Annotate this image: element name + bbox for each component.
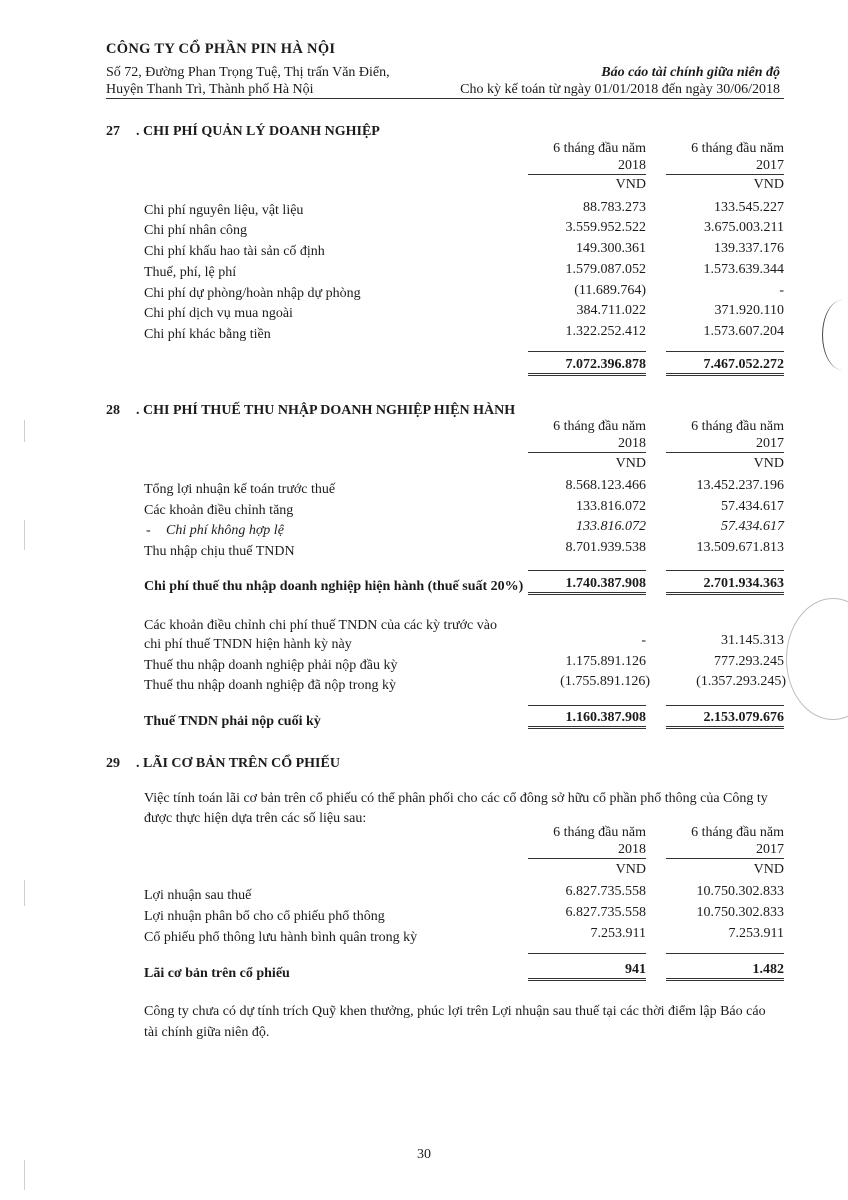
- table-row-label: Thuế thu nhập doanh nghiệp đã nộp trong kỳ: [144, 678, 396, 693]
- scan-edge-mark: [24, 520, 25, 550]
- table-row-value-2018: 6.827.735.558: [565, 884, 646, 899]
- col-2018-currency: VND: [615, 456, 646, 471]
- table-row-label: Các khoản điều chỉnh tăng: [144, 503, 294, 518]
- total-rule: [528, 570, 646, 571]
- col-2017-heading: 6 tháng đầu năm: [691, 141, 784, 156]
- table-row-value-2018: (11.689.764): [574, 283, 646, 298]
- report-title: Báo cáo tài chính giữa niên độ: [601, 65, 780, 80]
- company-seal-stamp: [786, 598, 848, 720]
- section-27-total-2017: 7.467.052.272: [666, 356, 784, 376]
- table-row-label: Cổ phiếu phổ thông lưu hành bình quân trong kỳ: [144, 930, 418, 945]
- table-row-value-2017: 13.509.671.813: [696, 540, 784, 555]
- col-2018-currency: VND: [615, 177, 646, 192]
- adjustment-label-line2: chi phí thuế TNDN hiện hành kỳ này: [144, 637, 352, 652]
- table-row-value-2017: (1.357.293.245): [696, 674, 786, 689]
- col-2017-currency: VND: [753, 177, 784, 192]
- scan-edge-mark: [24, 880, 25, 906]
- table-row-value-2017: 777.293.245: [714, 654, 784, 669]
- section-29-title: . LÃI CƠ BẢN TRÊN CỔ PHIẾU: [136, 756, 340, 771]
- header-rule: [106, 98, 784, 99]
- tax-payable-end-2018: 1.160.387.908: [528, 709, 646, 729]
- table-row-value-2018: 384.711.022: [576, 303, 646, 318]
- table-row-label: Chi phí dự phòng/hoàn nhập dự phòng: [144, 286, 361, 301]
- tax-payable-end-label: Thuế TNDN phải nộp cuối kỳ: [144, 714, 321, 729]
- note-line1: Công ty chưa có dự tính trích Quỹ khen thưởng, phúc lợi trên Lợi nhuận sau thuế tại các thời điểm lập Báo cáo: [144, 1004, 766, 1019]
- table-row-value-2017: 13.452.237.196: [696, 478, 784, 493]
- table-row-value-2017: -: [779, 283, 784, 298]
- staple-mark: [822, 300, 848, 370]
- table-row-label: Lợi nhuận phân bổ cho cổ phiếu phổ thông: [144, 909, 385, 924]
- table-row-value-2018: 1.579.087.052: [565, 262, 646, 277]
- table-row-value-2018: 6.827.735.558: [565, 905, 646, 920]
- table-row-label: Chi phí dịch vụ mua ngoài: [144, 306, 293, 321]
- section-28-number: 28: [106, 403, 120, 418]
- adjustment-value-2018: -: [641, 633, 646, 648]
- total-rule: [666, 351, 784, 352]
- table-row-value-2017: 10.750.302.833: [696, 905, 784, 920]
- adjustment-label-line1: Các khoản điều chỉnh chi phí thuế TNDN của các kỳ trước vào: [144, 618, 497, 633]
- table-row-value-2018: 1.175.891.126: [565, 654, 646, 669]
- col-2017-year: 2017: [666, 157, 784, 175]
- table-row-value-2018: 3.559.952.522: [565, 220, 646, 235]
- col-2018-year: 2018: [528, 841, 646, 859]
- table-row-value-2017: 1.573.607.204: [703, 324, 784, 339]
- col-2018-year: 2018: [528, 435, 646, 453]
- table-row-value-2018: 8.568.123.466: [565, 478, 646, 493]
- col-2017-currency: VND: [753, 862, 784, 877]
- section-29-intro-line1: Việc tính toán lãi cơ bản trên cổ phiếu có thể phân phối cho các cổ đông sở hữu cổ phần phổ thông của Công ty: [144, 791, 768, 806]
- bullet-dash: -: [146, 523, 151, 538]
- tax-expense-2017: 2.701.934.363: [666, 575, 784, 595]
- total-rule: [528, 953, 646, 954]
- col-2018-heading: 6 tháng đầu năm: [553, 419, 646, 434]
- table-row-label: Thu nhập chịu thuế TNDN: [144, 544, 295, 559]
- table-row-label: Chi phí không hợp lệ: [166, 523, 284, 538]
- col-2018-year: 2018: [528, 157, 646, 175]
- table-row-value-2018: 133.816.072: [576, 499, 646, 514]
- col-2018-currency: VND: [615, 862, 646, 877]
- section-27-total-2018: 7.072.396.878: [528, 356, 646, 376]
- company-name: CÔNG TY CỔ PHẦN PIN HÀ NỘI: [106, 41, 336, 57]
- tax-expense-label: Chi phí thuế thu nhập doanh nghiệp hiện hành (thuế suất 20%): [144, 579, 524, 594]
- adjustment-value-2017: 31.145.313: [721, 633, 784, 648]
- company-address-line2: Huyện Thanh Trì, Thành phố Hà Nội: [106, 82, 314, 97]
- table-row-value-2017: 57.434.617: [721, 499, 784, 514]
- tax-payable-end-2017: 2.153.079.676: [666, 709, 784, 729]
- col-2017-currency: VND: [753, 456, 784, 471]
- table-row-value-2018: 8.701.939.538: [565, 540, 646, 555]
- table-row-label: Thuế, phí, lệ phí: [144, 265, 237, 280]
- eps-2018: 941: [528, 961, 646, 981]
- table-row-label: Tổng lợi nhuận kế toán trước thuế: [144, 482, 336, 497]
- table-row-value-2017: 57.434.617: [721, 519, 784, 534]
- table-row-value-2017: 139.337.176: [714, 241, 784, 256]
- table-row-label: Lợi nhuận sau thuế: [144, 888, 252, 903]
- table-row-value-2017: 133.545.227: [714, 200, 784, 215]
- scan-edge-mark: [24, 1160, 25, 1190]
- total-rule: [528, 705, 646, 706]
- col-2017-year: 2017: [666, 841, 784, 859]
- note-line2: tài chính giữa niên độ.: [144, 1025, 270, 1040]
- total-rule: [666, 953, 784, 954]
- table-row-value-2017: 1.573.639.344: [703, 262, 784, 277]
- page-number: 30: [417, 1147, 431, 1162]
- total-rule: [666, 570, 784, 571]
- col-2017-heading: 6 tháng đầu năm: [691, 825, 784, 840]
- table-row-value-2017: 3.675.003.211: [704, 220, 784, 235]
- tax-expense-2018: 1.740.387.908: [528, 575, 646, 595]
- section-29-intro-line2: được thực hiện dựa trên các số liệu sau:: [144, 811, 367, 826]
- table-row-label: Chi phí nhân công: [144, 223, 248, 238]
- table-row-value-2018: 133.816.072: [576, 519, 646, 534]
- table-row-label: Chi phí khấu hao tài sản cố định: [144, 244, 325, 259]
- table-row-value-2017: 371.920.110: [714, 303, 784, 318]
- company-address-line1: Số 72, Đường Phan Trọng Tuệ, Thị trấn Văn Điển,: [106, 65, 390, 80]
- total-rule: [666, 705, 784, 706]
- scan-edge-mark: [24, 420, 25, 442]
- table-row-value-2018: 149.300.361: [576, 241, 646, 256]
- table-row-label: Chi phí khác bằng tiền: [144, 327, 271, 342]
- section-29-number: 29: [106, 756, 120, 771]
- table-row-value-2018: 88.783.273: [583, 200, 646, 215]
- col-2018-heading: 6 tháng đầu năm: [553, 825, 646, 840]
- table-row-value-2018: 7.253.911: [590, 926, 646, 941]
- table-row-value-2018: 1.322.252.412: [565, 324, 646, 339]
- section-27-number: 27: [106, 124, 120, 139]
- table-row-value-2018: (1.755.891.126): [560, 674, 650, 689]
- section-27-title: . CHI PHÍ QUẢN LÝ DOANH NGHIỆP: [136, 124, 380, 139]
- table-row-label: Chi phí nguyên liệu, vật liệu: [144, 203, 304, 218]
- table-row-value-2017: 10.750.302.833: [696, 884, 784, 899]
- eps-label: Lãi cơ bản trên cổ phiếu: [144, 966, 290, 981]
- section-28-title: . CHI PHÍ THUẾ THU NHẬP DOANH NGHIỆP HIỆN HÀNH: [136, 403, 516, 418]
- report-period: Cho kỳ kế toán từ ngày 01/01/2018 đến ngày 30/06/2018: [460, 82, 780, 97]
- col-2017-heading: 6 tháng đầu năm: [691, 419, 784, 434]
- col-2018-heading: 6 tháng đầu năm: [553, 141, 646, 156]
- eps-2017: 1.482: [666, 961, 784, 981]
- col-2017-year: 2017: [666, 435, 784, 453]
- total-rule: [528, 351, 646, 352]
- table-row-label: Thuế thu nhập doanh nghiệp phải nộp đầu kỳ: [144, 658, 398, 673]
- table-row-value-2017: 7.253.911: [728, 926, 784, 941]
